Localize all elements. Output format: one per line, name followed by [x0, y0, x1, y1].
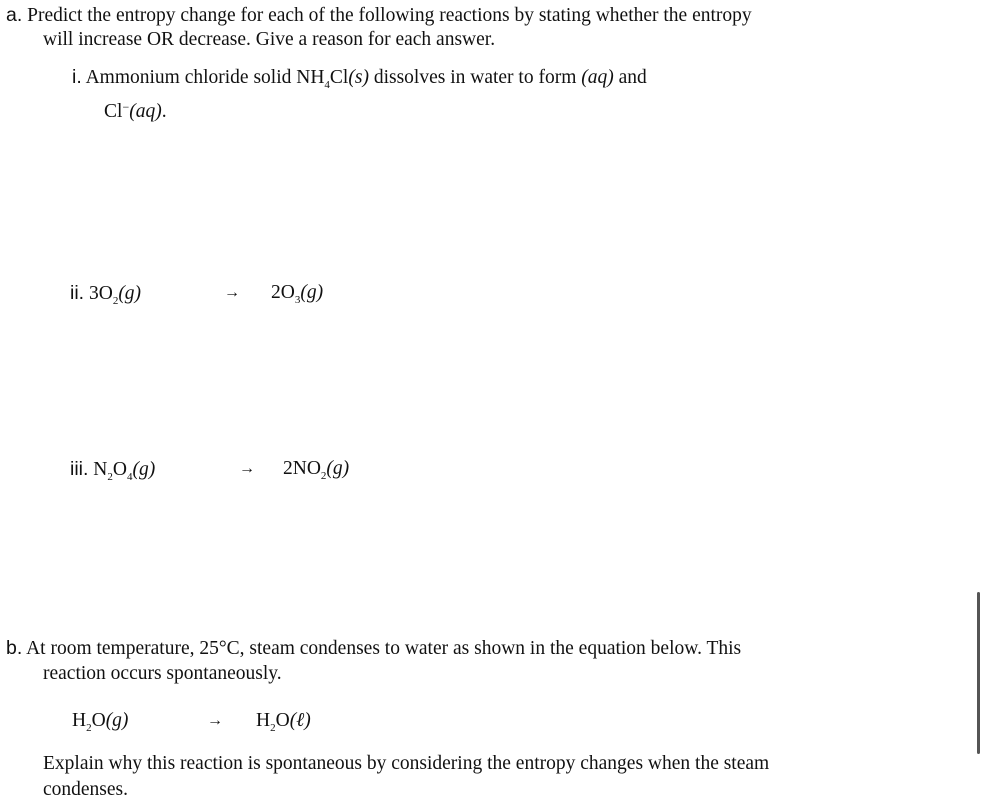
item-iii-arrow: →	[239, 460, 255, 477]
part-a-prompt-line1: a. Predict the entropy change for each of the following reactions by stating whether the entropy	[6, 4, 752, 26]
part-b-prompt-line2: reaction occurs spontaneously.	[43, 663, 282, 684]
item-ii-arrow: →	[224, 284, 240, 301]
item-i-line2: Cl−(aq).	[104, 100, 167, 122]
item-i-label: i.	[72, 66, 82, 88]
part-a-prompt-line2: will increase OR decrease. Give a reason for each answer.	[43, 29, 496, 50]
part-b-equation-arrow: →	[207, 712, 223, 729]
vertical-scrollbar[interactable]	[977, 592, 980, 754]
item-iii-product: $2NO_2(g)$	[283, 458, 350, 482]
part-b-equation-product: $H_2O(\ell)$	[256, 710, 311, 734]
part-b-prompt-line1: b. At room temperature, 25°C, steam condenses to water as shown in the equation below. This	[6, 637, 742, 659]
part-b-explain-line1: Explain why this reaction is spontaneous by considering the entropy changes when the steam	[43, 753, 770, 774]
item-ii-label: ii.	[70, 282, 85, 304]
part-b-equation-reactant: $H_2O(g)$	[72, 710, 129, 734]
part-b-label: b.	[6, 637, 23, 659]
part-a-label: a.	[6, 4, 23, 26]
item-ii-reactant: ii. $3O_2(g)$	[70, 282, 142, 307]
item-iii-label: iii.	[70, 458, 89, 480]
item-ii-product: $2O_3(g)$	[271, 282, 324, 306]
part-b-explain-line2: condenses.	[43, 779, 129, 800]
item-iii-reactant: iii. $N_2O_4(g)$	[70, 458, 156, 483]
item-i-line1: i. Ammonium chloride solid $NH_4Cl(s)$ dissolves in water to form (aq) and	[72, 66, 647, 91]
